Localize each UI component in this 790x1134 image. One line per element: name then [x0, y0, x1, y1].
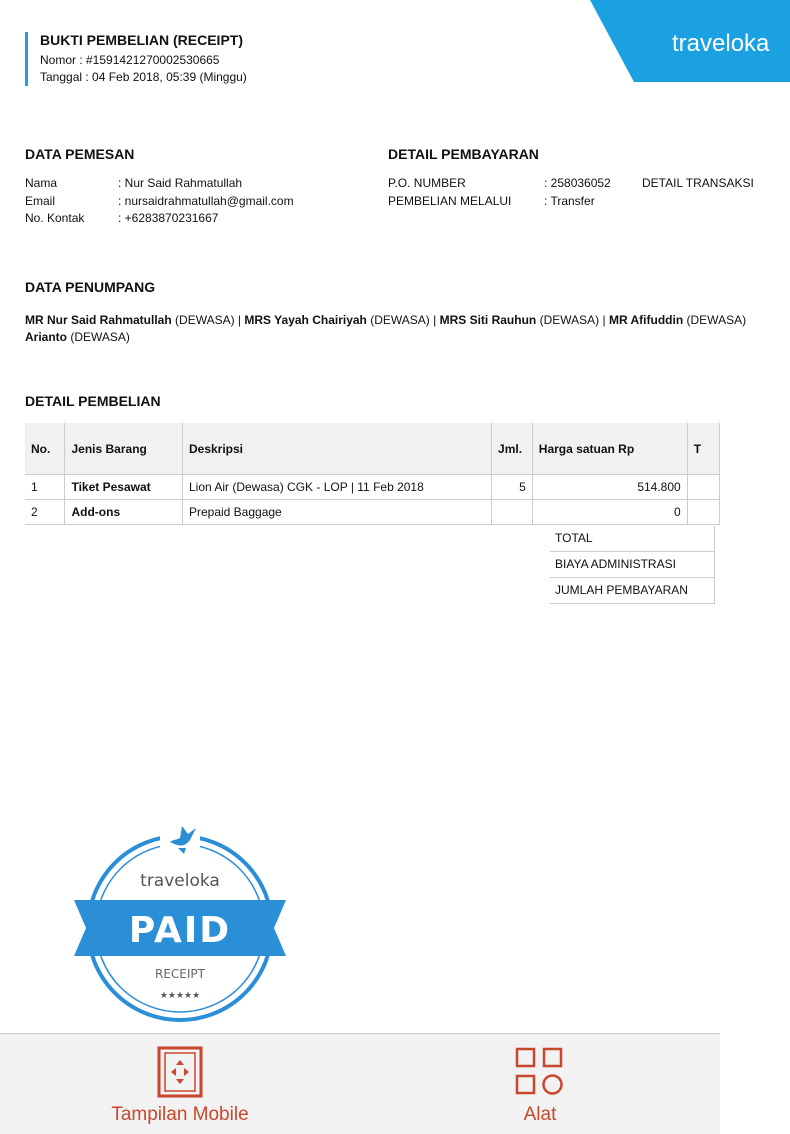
- totals-block: [550, 526, 715, 604]
- column-header: Jenis Barang: [65, 423, 183, 475]
- passenger-type: (DEWASA): [370, 313, 430, 327]
- cell-no: 1: [25, 475, 65, 500]
- pembayaran-heading: DETAIL PEMBAYARAN: [388, 146, 539, 162]
- table-header-row: [25, 423, 720, 475]
- cell-deskripsi: Lion Air (Dewasa) CGK - LOP | 11 Feb 2018: [182, 475, 491, 500]
- detail-transaksi-label: DETAIL TRANSAKSI: [642, 176, 754, 190]
- mobile-view-icon: [157, 1046, 203, 1098]
- pembayaran-value: : 258036052: [544, 176, 611, 190]
- mobile-view-label: Tampilan Mobile: [111, 1104, 249, 1125]
- passenger-name-continued: Arianto: [25, 330, 67, 344]
- pemesan-value: : +6283870231667: [118, 211, 219, 225]
- cell-total: [687, 500, 719, 525]
- brand-banner-text: traveloka: [672, 30, 770, 57]
- pemesan-heading: DATA PEMESAN: [25, 146, 135, 162]
- mobile-view-button[interactable]: [30, 1034, 330, 1134]
- passenger-name: MR Nur Said Rahmatullah: [25, 313, 172, 327]
- pembayaran-label: P.O. NUMBER: [388, 176, 466, 190]
- passenger-name: MRS Yayah Chairiyah: [244, 313, 367, 327]
- column-header: Jml.: [492, 423, 533, 475]
- stamp-status: PAID: [128, 910, 232, 951]
- pembayaran-details: [388, 175, 754, 210]
- total-label: TOTAL: [550, 526, 715, 552]
- purchase-table: [25, 423, 720, 525]
- receipt-number: Nomor : #1591421270002530665: [40, 53, 220, 67]
- passenger-type: (DEWASA): [686, 313, 747, 327]
- pembelian-heading: DETAIL PEMBELIAN: [25, 393, 161, 409]
- cell-total: [687, 475, 719, 500]
- column-header: T: [687, 423, 719, 475]
- tools-label: Alat: [523, 1104, 557, 1125]
- pembayaran-label: PEMBELIAN MELALUI: [388, 193, 512, 208]
- grid-tools-icon: [514, 1046, 566, 1098]
- passenger-type: (DEWASA): [70, 330, 130, 344]
- receipt-header: [25, 32, 247, 86]
- receipt-title: BUKTI PEMBELIAN (RECEIPT): [40, 32, 243, 48]
- pemesan-label: No. Kontak: [25, 211, 85, 225]
- pemesan-value: : nursaidrahmatullah@gmail.com: [118, 193, 294, 208]
- passenger-list: MR Nur Said Rahmatullah (DEWASA) | MRS Yayah Chairiyah (DEWASA) | MRS Siti Rauhun (DEWASA) | MR Afifuddin (DEWASA) Arianto (DEWASA): [25, 313, 747, 344]
- column-header: Deskripsi: [182, 423, 491, 475]
- receipt-date: Tanggal : 04 Feb 2018, 05:39 (Minggu): [40, 70, 247, 84]
- cell-harga: 514.800: [532, 475, 687, 500]
- cell-no: 2: [25, 500, 65, 525]
- passenger-name: MRS Siti Rauhun: [439, 313, 537, 327]
- table-row: [25, 475, 720, 500]
- tools-button[interactable]: [390, 1034, 690, 1134]
- stamp-caption: RECEIPT: [155, 967, 205, 981]
- pembayaran-value: : Transfer: [544, 193, 595, 208]
- pemesan-details: [25, 175, 294, 228]
- paid-stamp: [70, 822, 290, 1028]
- pemesan-value: : Nur Said Rahmatullah: [118, 176, 243, 190]
- cell-jenis: Tiket Pesawat: [65, 475, 183, 500]
- cell-jenis: Add-ons: [65, 500, 183, 525]
- penumpang-heading: DATA PENUMPANG: [25, 279, 156, 295]
- cell-harga: 0: [532, 500, 687, 525]
- pemesan-label: Email: [25, 193, 56, 208]
- stamp-brand: traveloka: [140, 871, 220, 891]
- table-row: [25, 500, 720, 525]
- bottom-toolbar: [0, 1033, 720, 1134]
- passenger-type: (DEWASA): [175, 313, 235, 327]
- passenger-name: MR Afifuddin: [608, 313, 684, 327]
- cell-jml: 5: [492, 475, 533, 500]
- pemesan-label: Nama: [25, 176, 58, 190]
- cell-jml: [492, 500, 533, 525]
- stamp-stars-icon: ★★★★★: [159, 991, 201, 1001]
- passenger-type: (DEWASA): [539, 313, 600, 327]
- payment-amount-label: JUMLAH PEMBAYARAN: [550, 578, 715, 604]
- cell-deskripsi: Prepaid Baggage: [182, 500, 491, 525]
- admin-fee-label: BIAYA ADMINISTRASI: [550, 552, 715, 578]
- column-header: No.: [25, 423, 65, 475]
- column-header: Harga satuan Rp: [532, 423, 687, 475]
